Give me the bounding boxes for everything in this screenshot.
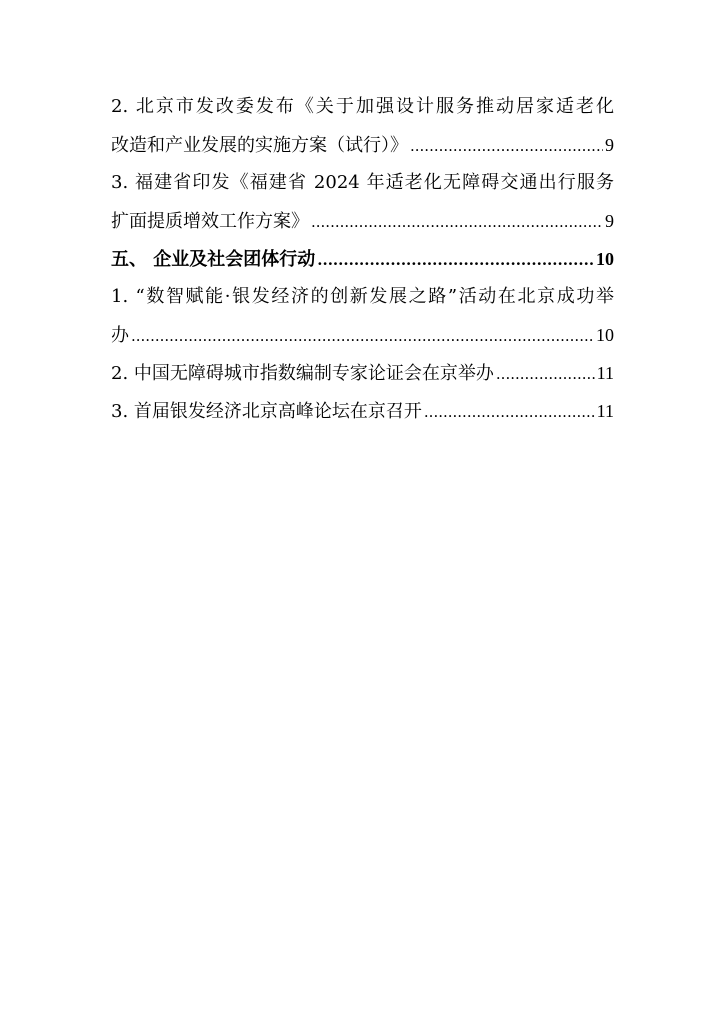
toc-page-number: 9 [605, 211, 614, 231]
toc-entry-title: 2. 中国无障碍城市指数编制专家论证会在京举办 [111, 363, 494, 384]
toc-entry-title-line1: 1. “数智赋能·银发经济的创新发展之路”活动在北京成功举 [111, 286, 614, 307]
toc-page-number: 11 [596, 401, 614, 421]
toc-entry-line [111, 88, 614, 126]
toc-entry-title-line2: 改造和产业发展的实施方案（试行）》 [111, 135, 408, 156]
toc-entry-title-line1: 2. 北京市发改委发布《关于加强设计服务推动居家适老化 [111, 96, 614, 117]
dot-leader [410, 127, 603, 165]
toc-entry[interactable] [111, 88, 614, 164]
toc-entry-title-line2: 办 [111, 325, 129, 346]
toc-page-number: 10 [596, 325, 614, 345]
toc-entry-line [111, 202, 614, 240]
toc-entry-line [111, 354, 614, 392]
toc-page-number: 9 [605, 135, 614, 155]
toc-entry[interactable] [111, 278, 614, 354]
toc-section-title: 五、 企业及社会团体行动 [111, 249, 316, 270]
toc-entry-line [111, 126, 614, 164]
toc-entry-line [111, 392, 614, 430]
toc-entry[interactable] [111, 164, 614, 240]
toc-section-heading[interactable] [111, 240, 614, 278]
toc-entry-title: 3. 首届银发经济北京高峰论坛在京召开 [111, 401, 422, 422]
toc-entry-line [111, 240, 614, 278]
toc-entry-line [111, 316, 614, 354]
toc-entry-line [111, 164, 614, 202]
dot-leader [311, 203, 603, 241]
toc-page-number: 11 [596, 363, 614, 383]
toc-entry-line [111, 278, 614, 316]
dot-leader [496, 355, 595, 393]
dot-leader [131, 317, 594, 355]
toc-entry[interactable] [111, 392, 614, 430]
dot-leader [424, 393, 595, 431]
table-of-contents [111, 88, 614, 430]
toc-entry-title-line2: 扩面提质增效工作方案》 [111, 211, 309, 232]
dot-leader [317, 241, 594, 279]
toc-entry[interactable] [111, 354, 614, 392]
toc-page-number: 10 [596, 249, 614, 269]
toc-entry-title-line1: 3. 福建省印发《福建省 2024 年适老化无障碍交通出行服务 [111, 172, 614, 193]
